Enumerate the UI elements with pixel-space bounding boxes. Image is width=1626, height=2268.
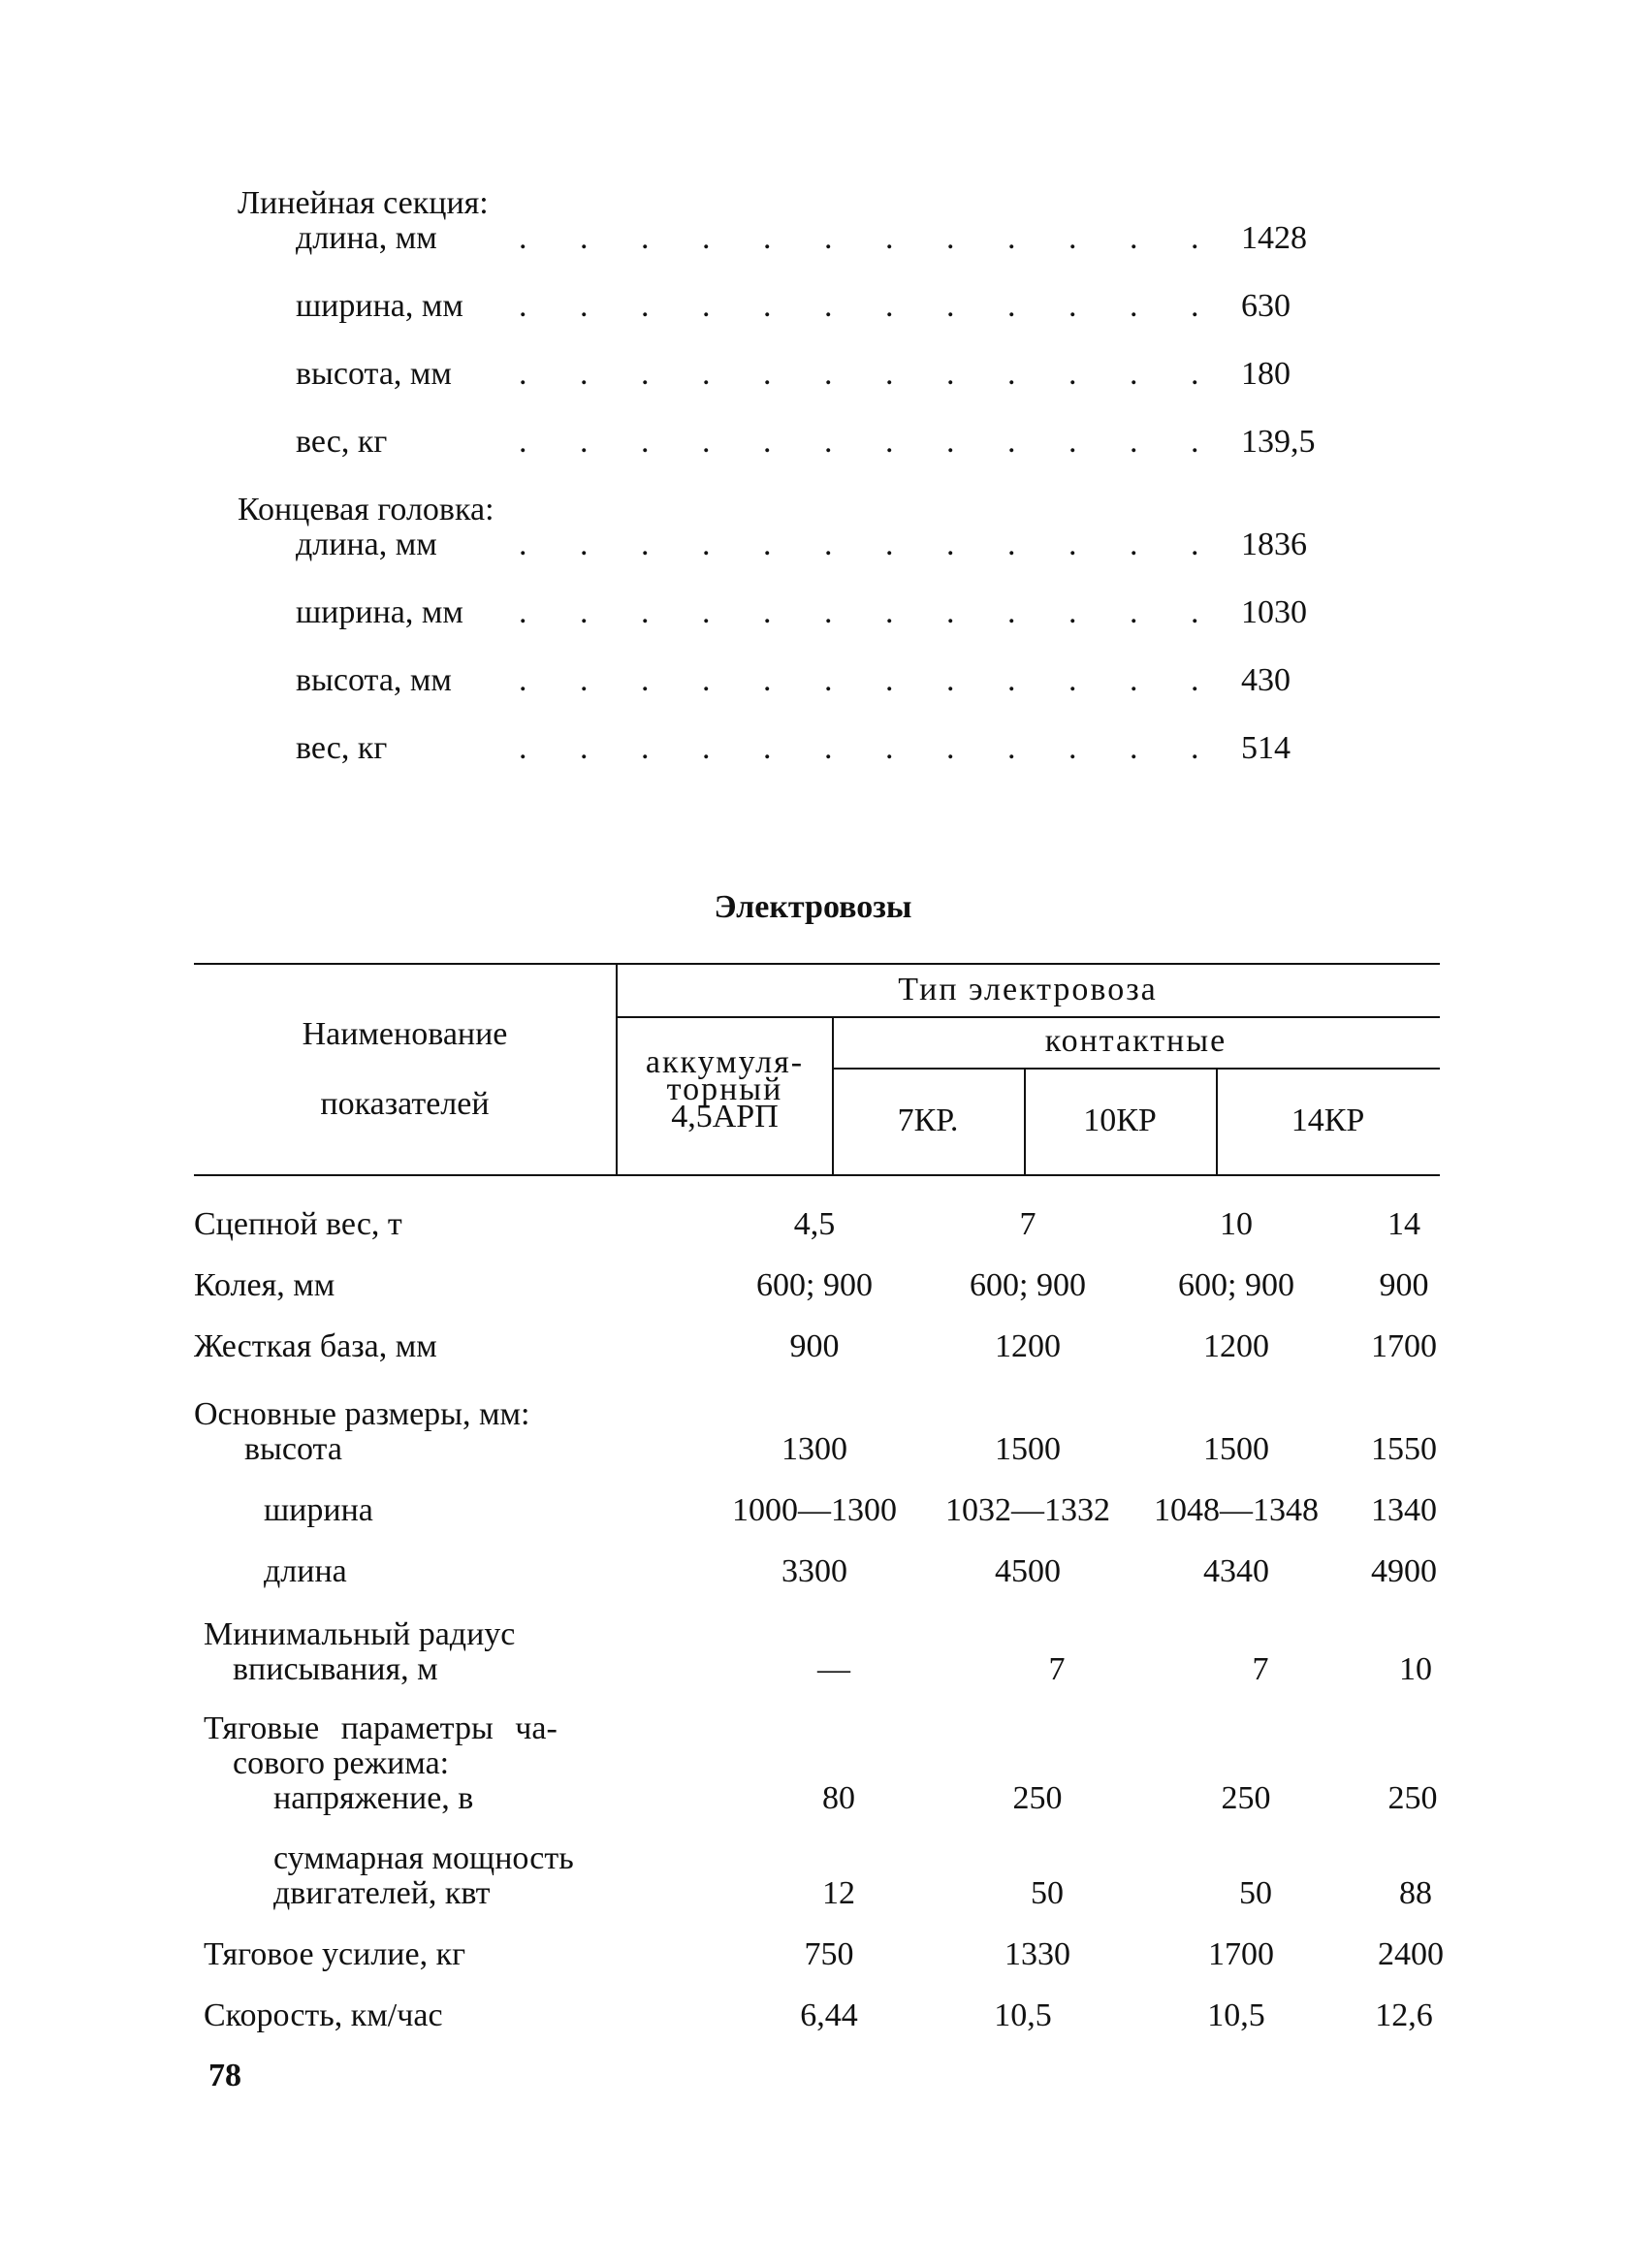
leader-dots: . . . . . . . . . . . .: [519, 220, 1222, 256]
leader-dots: . . . . . . . . . . . .: [519, 730, 1222, 766]
row-name-line: Минимальный радиус: [204, 1616, 516, 1652]
spec-value: 180: [1241, 356, 1291, 392]
cell-value: 7: [1252, 1651, 1269, 1687]
leader-dots: . . . . . . . . . . . .: [519, 594, 1222, 630]
row-name: [273, 1841, 574, 1911]
cell-value: 4900: [1371, 1553, 1437, 1589]
cell-value: 12,6: [1375, 1997, 1433, 2033]
row-name: длина: [264, 1553, 347, 1589]
row-subname: высота: [244, 1431, 342, 1467]
cell-value: 250: [1221, 1780, 1271, 1816]
spec-value: 1030: [1241, 594, 1307, 630]
cell-value: 1340: [1371, 1492, 1437, 1528]
page-number: 78: [208, 2058, 241, 2093]
cell-value: —: [817, 1651, 850, 1687]
cell-value: 1032—1332: [945, 1492, 1110, 1528]
cell-value: 10: [1220, 1206, 1253, 1242]
cell-value: 1000—1300: [732, 1492, 897, 1528]
spec-label: длина, мм: [296, 527, 437, 562]
row-name: ширина: [264, 1492, 373, 1528]
cell-value: 50: [1239, 1875, 1272, 1911]
cell-value: 900: [789, 1328, 840, 1364]
cell-value: 7: [1019, 1206, 1036, 1242]
cell-value: 4,5: [793, 1206, 836, 1242]
spec-label: длина, мм: [296, 220, 437, 256]
cell-value: 600; 900: [970, 1267, 1086, 1303]
table-top-rule: [194, 963, 1440, 965]
header-model-7kr: 7КР.: [897, 1102, 959, 1138]
spec-value: 1836: [1241, 527, 1307, 562]
spec-row: [238, 731, 1362, 799]
cell-value: 900: [1379, 1267, 1429, 1303]
leader-dots: . . . . . . . . . . . .: [519, 662, 1222, 698]
cell-value: 3300: [781, 1553, 847, 1589]
cell-value: 1700: [1208, 1936, 1274, 1972]
row-subname: вписывания, м: [233, 1651, 438, 1687]
cell-value: 250: [1012, 1780, 1063, 1816]
spec-row: [238, 425, 1362, 493]
cell-value: 1700: [1371, 1328, 1437, 1364]
cell-value: 1200: [995, 1328, 1061, 1364]
row-name-line: суммарная мощность: [273, 1840, 574, 1876]
cell-value: 1330: [1004, 1936, 1070, 1972]
spec-row: [238, 595, 1362, 663]
cell-value: 80: [822, 1780, 855, 1816]
row-name: Скорость, км/час: [204, 1997, 443, 2033]
row-name: Тяговое усилие, кг: [204, 1936, 466, 1972]
spec-value: 1428: [1241, 220, 1307, 256]
spec-value: 139,5: [1241, 424, 1316, 460]
spec-row: [238, 357, 1362, 425]
cell-value: 10,5: [1207, 1997, 1265, 2033]
leader-dots: . . . . . . . . . . . .: [519, 424, 1222, 460]
cell-value: 250: [1387, 1780, 1438, 1816]
spec-list: [238, 186, 1362, 799]
leader-dots: . . . . . . . . . . . .: [519, 527, 1222, 562]
group-title-end-head: Концевая головка:: [238, 492, 494, 527]
cell-value: 10,5: [994, 1997, 1052, 2033]
cell-value: 600; 900: [1178, 1267, 1294, 1303]
header-name-line1: Наименование: [302, 1016, 508, 1052]
spec-label: ширина, мм: [296, 594, 463, 630]
row-name: [204, 1617, 515, 1687]
cell-value: 1500: [1203, 1431, 1269, 1467]
row-name-line: сового режима:: [233, 1745, 450, 1781]
cell-value: 1300: [781, 1431, 847, 1467]
cell-value: 10: [1399, 1651, 1432, 1687]
cell-value: 1500: [995, 1431, 1061, 1467]
cell-value: 4500: [995, 1553, 1061, 1589]
group-title-linear-section: Линейная секция:: [238, 185, 489, 221]
row-subname: напряжение, в: [273, 1780, 474, 1816]
row-name: [204, 1711, 558, 1816]
header-type: Тип электровоза: [898, 972, 1158, 1007]
spec-value: 514: [1241, 730, 1291, 766]
spec-label: ширина, мм: [296, 288, 463, 324]
cell-value: 50: [1031, 1875, 1064, 1911]
cell-value: 1550: [1371, 1431, 1437, 1467]
row-name-line: Основные размеры, мм:: [194, 1396, 530, 1432]
spec-row: [238, 289, 1362, 357]
spec-row: [238, 527, 1362, 562]
spec-label: вес, кг: [296, 730, 388, 766]
header-rule: [832, 1068, 1440, 1070]
spec-label: высота, мм: [296, 356, 452, 392]
header-model-14kr: 14КР: [1291, 1102, 1365, 1138]
header-battery-line2: торный: [666, 1071, 783, 1107]
row-subname: двигателей, квт: [273, 1875, 491, 1911]
header-contact: контактные: [1044, 1023, 1227, 1059]
spec-row: [238, 663, 1362, 731]
cell-value: 2400: [1378, 1936, 1444, 1972]
leader-dots: . . . . . . . . . . . .: [519, 288, 1222, 324]
header-rule: [616, 1016, 1440, 1018]
cell-value: 1048—1348: [1154, 1492, 1319, 1528]
row-name: Жесткая база, мм: [194, 1328, 437, 1364]
header-bottom-rule: [194, 1174, 1440, 1176]
section-title: Электровозы: [714, 889, 912, 925]
cell-value: 6,44: [800, 1997, 858, 2033]
cell-value: 4340: [1203, 1553, 1269, 1589]
spec-value: 630: [1241, 288, 1291, 324]
header-battery-line1: аккумуля-: [645, 1044, 805, 1080]
row-name: Сцепной вес, т: [194, 1206, 402, 1242]
cell-value: 12: [822, 1875, 855, 1911]
row-name-line: Тяговые параметры ча-: [204, 1710, 558, 1746]
header-battery-line3: 4,5АРП: [671, 1099, 779, 1134]
spec-label: вес, кг: [296, 424, 388, 460]
spec-row: [238, 221, 1362, 256]
cell-value: 1200: [1203, 1328, 1269, 1364]
row-name: Колея, мм: [194, 1267, 335, 1303]
cell-value: 600; 900: [756, 1267, 873, 1303]
spec-value: 430: [1241, 662, 1291, 698]
cell-value: 14: [1387, 1206, 1420, 1242]
header-name-line2: показателей: [320, 1086, 490, 1122]
cell-value: 7: [1048, 1651, 1066, 1687]
spec-label: высота, мм: [296, 662, 452, 698]
cell-value: 750: [804, 1936, 854, 1972]
leader-dots: . . . . . . . . . . . .: [519, 356, 1222, 392]
cell-value: 88: [1399, 1875, 1432, 1911]
row-name: [194, 1397, 530, 1467]
header-model-10kr: 10КР: [1083, 1102, 1157, 1138]
